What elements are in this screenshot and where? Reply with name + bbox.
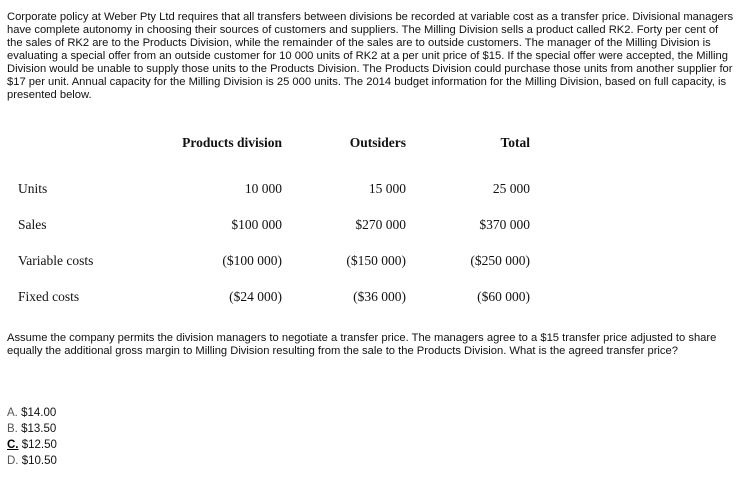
- answer-letter: A.: [7, 407, 18, 419]
- table-row: [18, 207, 530, 243]
- answer-option-c[interactable]: [7, 437, 57, 453]
- cell-outsiders: ($150 000): [346, 253, 406, 268]
- cell-outsiders: 15 000: [368, 181, 406, 196]
- cell-products: 10 000: [244, 181, 282, 196]
- cell-outsiders: ($36 000): [353, 289, 406, 304]
- answer-text: $14.00: [21, 407, 57, 419]
- cell-total: ($60 000): [477, 289, 530, 304]
- intro-paragraph: Corporate policy at Weber Pty Ltd requires that all transfers between divisions be recorded at variable cost as a transfer price. Divisional managers have complete autonomy in choosing their sources of customers and suppliers. The Milling Division sells a product called RK2. Forty per cent of the sales of RK2 are to the Products Division, while the remainder of the sales are to outside customers. The manager of the Milling Division is evaluating a special offer from an outside customer for 10 000 units of RK2 at a per unit price of $15. If the special offer were accepted, the Milling Division would be unable to supply those units to the Products Division. The Products Division could purchase those units from another supplier for $17 per unit. Annual capacity for the Milling Division is 25 000 units. The 2014 budget information for the Milling Division, based on full capacity, is presented below.: [7, 11, 734, 101]
- answer-letter-selected: C.: [7, 439, 19, 451]
- cell-total: ($250 000): [470, 253, 530, 268]
- header-blank: [18, 135, 128, 171]
- header-products-division: Products division: [182, 135, 282, 150]
- answer-option-d[interactable]: [7, 453, 57, 469]
- cell-products: $100 000: [231, 217, 282, 232]
- table-row: [18, 279, 530, 315]
- row-label: Units: [18, 181, 48, 196]
- row-label: Sales: [18, 217, 47, 232]
- answer-letter: D.: [7, 455, 19, 467]
- table-header-row: [18, 135, 530, 171]
- question-paragraph: Assume the company permits the division managers to negotiate a transfer price. The managers agree to a $15 transfer price adjusted to share equally the additional gross margin to Milling Division resulting from the sale to the Products Division. What is the agreed transfer price?: [7, 332, 717, 357]
- answer-letter: B.: [7, 423, 18, 435]
- answer-text: $13.50: [21, 423, 57, 435]
- cell-outsiders: $270 000: [355, 217, 406, 232]
- row-label: Variable costs: [18, 253, 94, 268]
- table-row: [18, 171, 530, 207]
- row-label: Fixed costs: [18, 289, 80, 304]
- answer-text: $10.50: [21, 455, 57, 467]
- answer-option-a[interactable]: [7, 405, 57, 421]
- cell-products: ($24 000): [229, 289, 282, 304]
- budget-table: [18, 135, 530, 315]
- header-outsiders: Outsiders: [349, 135, 406, 150]
- cell-total: 25 000: [492, 181, 530, 196]
- table-row: [18, 243, 530, 279]
- answer-option-b[interactable]: [7, 421, 57, 437]
- answer-options: [7, 405, 57, 469]
- cell-total: $370 000: [479, 217, 530, 232]
- cell-products: ($100 000): [222, 253, 282, 268]
- answer-text: $12.50: [21, 439, 57, 451]
- header-total: Total: [500, 135, 530, 150]
